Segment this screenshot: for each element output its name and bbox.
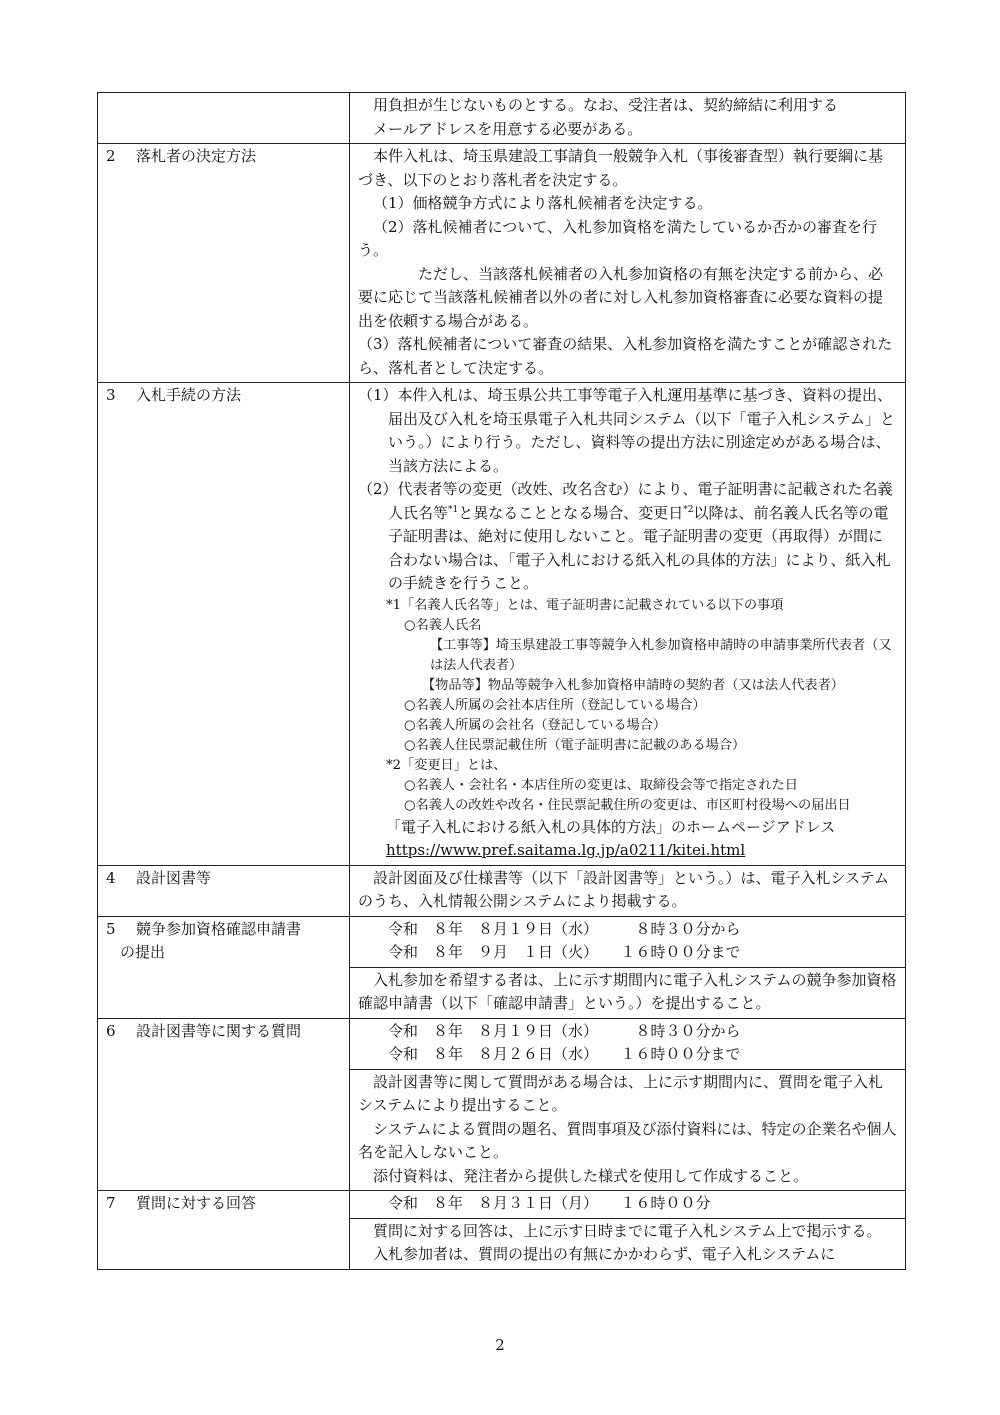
row-content [350,1218,906,1269]
row-label-text: 落札者の決定方法 [136,147,257,165]
row-content [350,144,906,383]
homepage-label: 「電子入札における紙入札の具体的方法」のホームページアドレス [386,817,836,836]
schedule-start: 令和 ８年 ８月１９日（水） ８時３０分から [388,919,741,938]
row-content [350,967,906,1018]
document-page [97,92,905,1270]
design-docs-text: 設計図面及び仕様書等（以下「設計図書等」という。）は、電子入札システムのうち、入札情報公開システムにより掲載する。 [358,868,890,910]
schedule-start: 令和 ８年 ８月１９日（水） ８時３０分から [388,1021,741,1040]
row-number: 3 [106,386,116,404]
answers-p2: 入札参加者は、質問の提出の有無にかかわらず、電子入札システムに [373,1245,836,1263]
row-label [98,916,350,1018]
note-1-title: *1「名義人氏名等」とは、電子証明書に記載されている以下の事項 [386,597,784,613]
row-label-text: 設計図書等 [136,868,212,887]
row-label [98,1191,350,1270]
row-number: 5 [106,919,116,938]
questions-p2: システムによる質問の題名、質問事項及び添付資料には、特定の企業名や個人名を記入しないこと。 [358,1119,897,1161]
note-1-item: ○名義人所属の会社名（登記している場合） [404,717,667,733]
row-label [98,144,350,383]
row-content-schedule [350,1191,906,1219]
row-label-empty [98,93,350,144]
row-content [350,93,906,144]
page-number: 2 [495,1336,505,1354]
row-label-text: 質問に対する回答 [136,1194,257,1212]
row-label-text: 設計図書等に関する質問 [136,1021,302,1040]
note-1-item: ○名義人氏名 [404,617,482,633]
content-line: メールアドレスを用意する必要がある。 [373,119,643,138]
content-line: 用負担が生じないものとする。なお、受注者は、契約締結に利用する [373,96,839,114]
footnotes [358,596,897,816]
row-label-text: 入札手続の方法 [136,386,242,404]
row-content-schedule [350,916,906,967]
row-label [98,1018,350,1191]
award-item-3: （3）落札候補者について審査の結果、入札参加資格を満たすことが確認されたら、落札者として決定する。 [358,335,893,377]
schedule-end: 令和 ８年 ８月２６日（水） １６時００分まで [388,1045,741,1063]
note-1-sub: 【工事等】埼玉県建設工事等競争入札参加資格申請時の申請事業所代表者（又は法人代表者） [430,637,892,673]
note-1-sub: 【物品等】物品等競争入札参加資格申請時の契約者（又は法人代表者） [422,677,844,693]
row-content-schedule [350,1018,906,1069]
row-label-text: 競争参加資格確認申請書 [136,919,302,938]
row-label-text: の提出 [120,943,166,961]
answers-p1: 質問に対する回答は、上に示す日時までに電子入札システム上で掲示する。 [373,1221,882,1240]
procedure-item-1: （1）本件入札は、埼玉県公共工事等電子入札運用基準に基づき、資料の提出、届出及び入札を埼玉県電子入札共同システム（以下「電子入札システム」という。）により行う。ただし、資料等の提出方法に別途定めがある場合は、当該方法による。 [358,386,896,475]
homepage-url-link[interactable]: https://www.pref.saitama.lg.jp/a0211/kitei.html [386,841,746,859]
row-content [350,865,906,916]
row-content [350,383,906,866]
note-1-item: ○名義人住民票記載住所（電子証明書に記載のある場合） [404,737,746,753]
table-row-answers-date [98,1191,906,1219]
schedule-end: 令和 ８年 ９月 １日（火） １６時００分まで [388,943,741,961]
award-item-2-note: ただし、当該落札候補者の入札参加資格の有無を決定する前から、必要に応じて当該落札候補者以外の者に対し入札参加資格審査に必要な資料の提出を依頼する場合がある。 [358,264,884,330]
note-2-item: ○名義人の改姓や改名・住民票記載住所の変更は、市区町村役場への届出日 [404,797,851,813]
row-label [98,383,350,866]
row-number: 7 [106,1194,116,1212]
note-2-item: ○名義人・会社名・本店住所の変更は、取締役会等で指定された日 [404,777,798,793]
application-text: 入札参加を希望する者は、上に示す期間内に電子入札システムの競争参加資格確認申請書（以下「確認申請書」という。）を提出すること。 [358,970,897,1012]
questions-p3: 添付資料は、発注者から提供した様式を使用して作成すること。 [373,1166,809,1185]
tender-table [97,92,906,1270]
table-row-design-documents [98,865,906,916]
award-item-1: （1）価格競争方式により落札候補者を決定する。 [373,194,713,212]
answer-date: 令和 ８年 ８月３１日（月） １６時００分 [388,1194,711,1212]
table-row-continuation [98,93,906,144]
note-2-title: *2「変更日」とは、 [386,757,507,773]
row-number: 4 [106,868,116,887]
table-row-application-period [98,916,906,967]
award-item-2: （2）落札候補者について、入札参加資格を満たしているか否かの審査を行う。 [358,217,877,259]
row-number: 2 [106,147,116,165]
table-row-award-method [98,144,906,383]
award-intro: 本件入札は、埼玉県建設工事請負一般競争入札（事後審査型）執行要綱に基づき、以下のとおり落札者を決定する。 [358,147,884,189]
row-number: 6 [106,1021,116,1040]
table-row-questions-period [98,1018,906,1069]
questions-p1: 設計図書等に関して質問がある場合は、上に示す期間内に、質問を電子入札システムにより提出すること。 [358,1072,884,1114]
procedure-item-2: （2）代表者等の変更（改姓、改名含む）により、電子証明書に記載された名義人氏名等$^{*1}$と異なることとなる場合、変更日$^{*2}$以降は、前名義人氏名等の電子証明書は、絶対に使用しないこと。電子証明書の変更（再取得）が間に合わない場合は、「電子入札における紙入札の具体的方法」により、紙入札の手続きを行うこと。 [358,480,893,592]
row-label [98,865,350,916]
note-1-item: ○名義人所属の会社本店住所（登記している場合） [404,697,706,713]
table-row-bidding-procedure [98,383,906,866]
row-content [350,1069,906,1191]
